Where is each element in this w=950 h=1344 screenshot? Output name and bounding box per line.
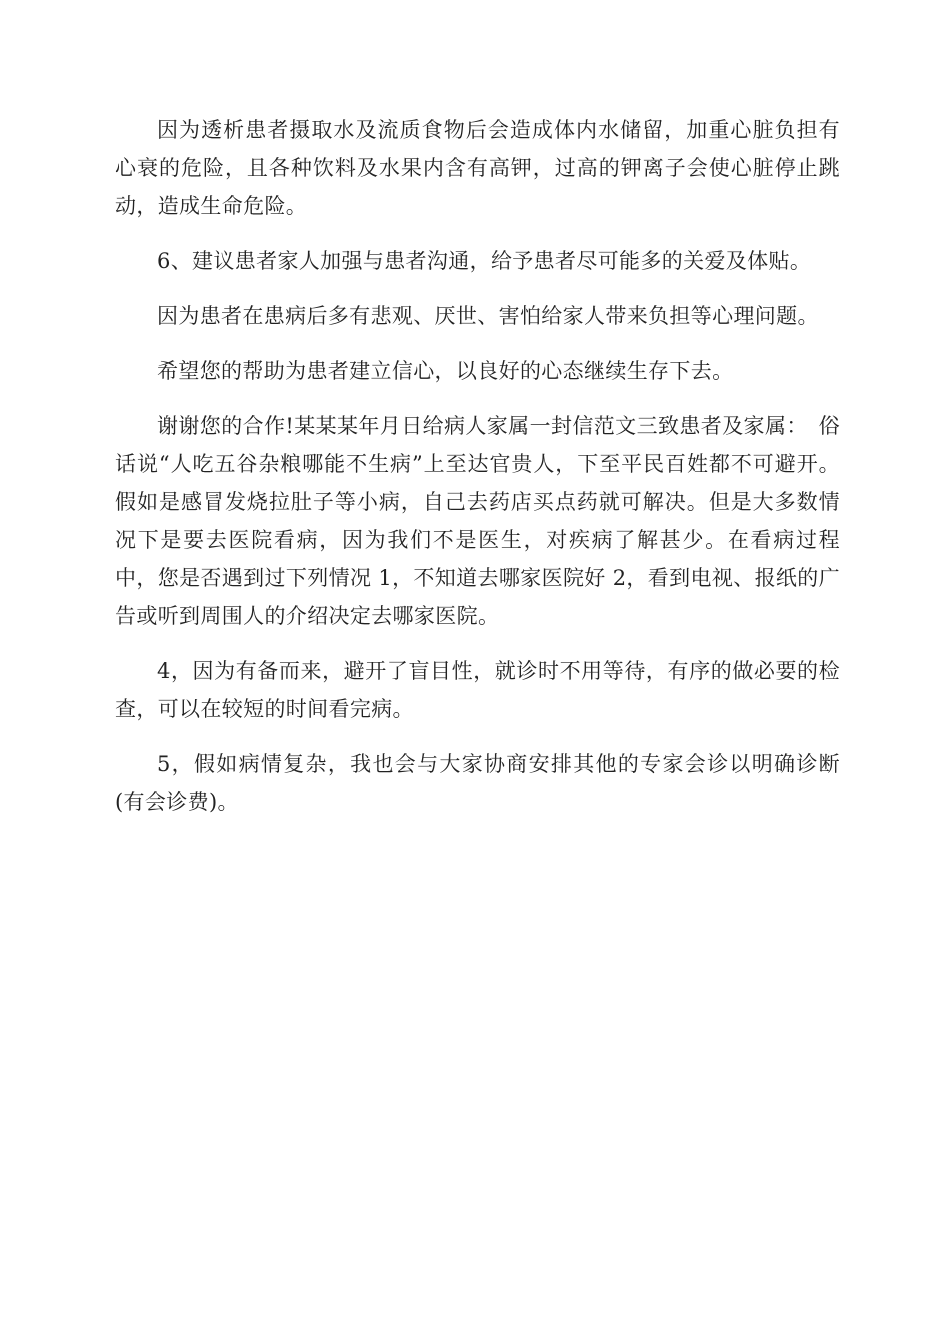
paragraph-family-communication: 6、建议患者家人加强与患者沟通，给予患者尽可能多的关爱及体贴。: [157, 249, 812, 273]
paragraph-build-confidence: 希望您的帮助为患者建立信心，以良好的心态继续生存下去。: [157, 359, 734, 383]
paragraph-letter-to-family: 谢谢您的合作!某某某年月日给病人家属一封信范文三致患者及家属： 俗话说“人吃五谷杂粮哪能不生病”上至达官贵人，下至平民百姓都不可避开。假如是感冒发烧拉肚子等小病，自己去药店买点药就可解决。但是大多数情况下是要去医院看病，因为我们不是医生，对疾病了解甚少。在看病过程中，您是否遇到过下列情况 1，不知道去哪家医院好 2，看到电视、报纸的广告或听到周围人的介绍决定去哪家医院。: [115, 414, 840, 628]
paragraph-consultation: 5，假如病情复杂，我也会与大家协商安排其他的专家会诊以明确诊断(有会诊费)。: [115, 752, 840, 814]
paragraph-prepared-visit: 4，因为有备而来，避开了盲目性，就诊时不用等待，有序的做必要的检查，可以在较短的时间看完病。: [115, 659, 840, 721]
paragraph-dialysis-risk: 因为透析患者摄取水及流质食物后会造成体内水储留，加重心脏负担有心衰的危险，且各种饮料及水果内含有高钾，过高的钾离子会使心脏停止跳动，造成生命危险。: [115, 118, 840, 218]
paragraph-patient-psychology: 因为患者在患病后多有悲观、厌世、害怕给家人带来负担等心理问题。: [157, 304, 819, 328]
document-body: [115, 111, 840, 838]
